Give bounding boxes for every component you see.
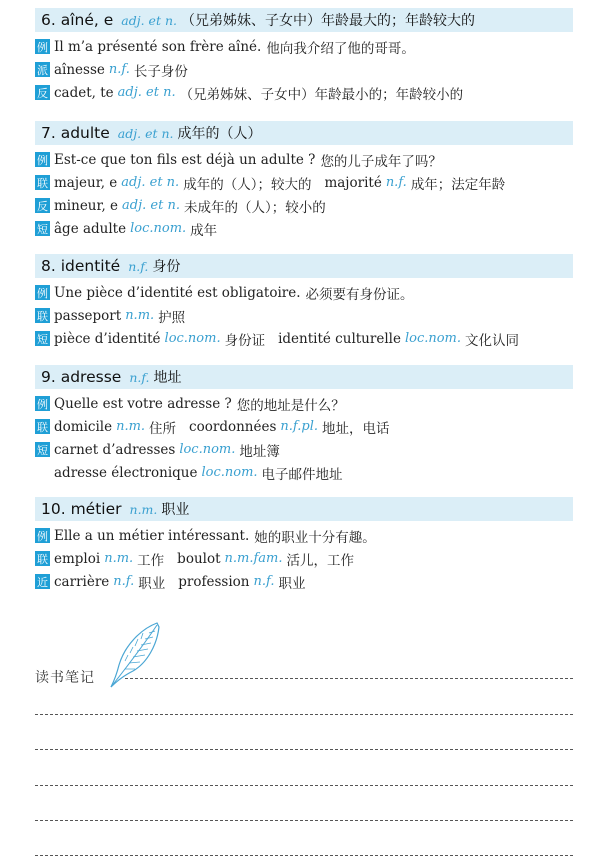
french-term: profession (178, 573, 250, 590)
category-tag: 反 (37, 86, 48, 100)
term-part-of-speech: n.m. (116, 419, 146, 434)
french-term: coordonnées (189, 418, 277, 435)
headword: 8. identité (41, 257, 121, 275)
chinese-translation: 文化认同 (465, 332, 520, 349)
chinese-translation: 活儿，工作 (286, 552, 355, 569)
chinese-translation: 电子邮件地址 (261, 466, 343, 483)
term-part-of-speech: n.m. (104, 551, 134, 566)
french-term: passeport (54, 307, 122, 324)
entry-header (35, 121, 573, 145)
french-term: Est-ce que ton fils est déjà un adulte ? (54, 151, 316, 168)
entry-line (35, 570, 573, 593)
term-segment (54, 196, 326, 216)
chinese-translation: 工作 (137, 552, 165, 569)
term-segment (54, 526, 376, 546)
french-term: cadet, te (54, 84, 114, 101)
term-segment (54, 306, 185, 326)
chinese-translation: 他向我介绍了他的哥哥。 (266, 40, 415, 57)
french-term: pièce d’identité (54, 330, 161, 347)
definition: 地址 (153, 370, 182, 386)
term-segment (54, 463, 343, 483)
feather-quill-icon (105, 619, 165, 691)
entry-header (35, 497, 573, 521)
entry-line (35, 392, 573, 415)
definition: （兄弟姊妹、子女中）年龄最大的；年龄较大的 (180, 13, 475, 29)
french-term: majeur, e (54, 174, 118, 191)
chinese-translation: 职业 (138, 575, 166, 592)
note-line (35, 820, 573, 821)
term-segment (54, 150, 442, 170)
category-tag: 短 (37, 222, 48, 236)
term-part-of-speech: adj. et n. (121, 175, 180, 190)
term-part-of-speech: loc.nom. (179, 442, 236, 457)
french-term: mineur, e (54, 197, 119, 214)
french-term: majorité (324, 174, 382, 191)
note-line (35, 855, 573, 856)
part-of-speech: adj. et n. (117, 125, 174, 141)
chinese-translation: 成年；法定年龄 (410, 176, 506, 193)
term-segment (54, 83, 463, 103)
term-part-of-speech: n.f. (253, 574, 275, 589)
french-term: Quelle est votre adresse ? (54, 395, 232, 412)
category-tag: 例 (37, 40, 48, 54)
definition: 成年的（人） (177, 126, 262, 142)
headword: 7. adulte (41, 124, 110, 142)
chinese-translation: 职业 (278, 575, 306, 592)
french-term: Une pièce d’identité est obligatoire. (54, 284, 301, 301)
note-line (35, 785, 573, 786)
chinese-translation: 成年的（人）；较大的 (183, 176, 312, 193)
entry-line (35, 547, 573, 570)
entry-line (35, 217, 573, 240)
vocab-entry (35, 497, 573, 593)
term-segment (178, 572, 305, 592)
headword: 9. adresse (41, 368, 122, 386)
chinese-translation: 地址簿 (239, 443, 280, 460)
term-segment (177, 549, 354, 569)
chinese-translation: 您的儿子成年了吗？ (320, 153, 442, 170)
french-term: domicile (54, 418, 113, 435)
chinese-translation: 长子身份 (133, 63, 188, 80)
category-tag: 短 (37, 443, 48, 457)
note-line (35, 749, 573, 750)
chinese-translation: （兄弟姊妹、子女中）年龄最小的；年龄较小的 (179, 86, 464, 103)
term-segment (54, 329, 265, 349)
term-part-of-speech: adj. et n. (122, 198, 180, 213)
french-term: Elle a un métier intéressant. (54, 527, 250, 544)
definition: 身份 (152, 259, 181, 275)
definition: 职业 (161, 502, 190, 518)
category-tag: 例 (37, 397, 48, 411)
term-segment (54, 572, 165, 592)
entry-line (35, 194, 573, 217)
term-part-of-speech: loc.nom. (201, 465, 258, 480)
term-segment (54, 440, 280, 460)
entry-line (35, 524, 573, 547)
french-term: emploi (54, 550, 101, 567)
entry-line (35, 58, 573, 81)
term-part-of-speech: loc.nom. (130, 221, 187, 236)
entry-line (35, 461, 573, 484)
term-part-of-speech: n.f. (385, 175, 407, 190)
chinese-translation: 您的地址是什么？ (236, 397, 345, 414)
entry-line (35, 281, 573, 304)
category-tag: 联 (37, 176, 48, 190)
reading-notes-area (35, 615, 573, 865)
category-tag: 近 (37, 575, 48, 589)
category-tag: 反 (37, 199, 48, 213)
vocab-entry (35, 365, 573, 484)
term-part-of-speech: loc.nom. (164, 331, 221, 346)
term-segment (324, 173, 505, 193)
french-term: boulot (177, 550, 221, 567)
chinese-translation: 住所 (149, 420, 177, 437)
term-segment (54, 60, 188, 80)
entry-line (35, 438, 573, 461)
vocab-entry (35, 8, 573, 104)
chinese-translation: 必须要有身份证。 (305, 286, 414, 303)
term-segment (54, 417, 176, 437)
term-segment (54, 219, 217, 239)
category-tag: 联 (37, 309, 48, 323)
term-part-of-speech: n.f.pl. (280, 419, 318, 434)
term-part-of-speech: adj. et n. (117, 85, 176, 100)
headword: 10. métier (41, 500, 122, 518)
term-segment (54, 173, 311, 193)
entry-line (35, 304, 573, 327)
category-tag: 联 (37, 420, 48, 434)
term-segment (54, 394, 345, 414)
term-segment (54, 549, 164, 569)
part-of-speech: n.m. (129, 501, 158, 517)
french-term: carrière (54, 573, 110, 590)
term-segment (278, 329, 519, 349)
category-tag: 例 (37, 286, 48, 300)
headword: 6. aîné, e (41, 11, 114, 29)
term-part-of-speech: n.f. (113, 574, 135, 589)
note-line (35, 714, 573, 715)
part-of-speech: n.f. (128, 258, 149, 274)
entry-line (35, 35, 573, 58)
entry-line (35, 415, 573, 438)
part-of-speech: n.f. (129, 369, 150, 385)
vocab-entry (35, 121, 573, 240)
term-part-of-speech: loc.nom. (404, 331, 462, 346)
french-term: aînesse (54, 61, 105, 78)
chinese-translation: 地址，电话 (322, 420, 390, 437)
term-segment (189, 417, 389, 437)
french-term: identité culturelle (278, 330, 401, 347)
chinese-translation: 成年 (190, 222, 218, 239)
note-line (125, 678, 573, 679)
chinese-translation: 身份证 (224, 332, 266, 349)
category-tag: 例 (37, 153, 48, 167)
french-term: âge adulte (54, 220, 127, 237)
entry-line (35, 171, 573, 194)
chinese-translation: 未成年的（人）；较小的 (183, 199, 326, 216)
chinese-translation: 护照 (158, 309, 186, 326)
term-segment (54, 283, 414, 303)
french-term: carnet d’adresses (54, 441, 176, 458)
category-tag: 短 (37, 332, 48, 346)
entry-line (35, 327, 573, 350)
term-part-of-speech: n.m.fam. (224, 551, 283, 566)
term-part-of-speech: n.f. (108, 62, 130, 77)
category-tag: 联 (37, 552, 48, 566)
entry-line (35, 81, 573, 104)
french-term: adresse électronique (54, 464, 198, 481)
entry-line (35, 148, 573, 171)
category-tag: 派 (37, 63, 48, 77)
entry-header (35, 254, 573, 278)
term-segment (54, 37, 415, 57)
part-of-speech: adj. et n. (121, 12, 177, 28)
term-part-of-speech: n.m. (125, 308, 155, 323)
chinese-translation: 她的职业十分有趣。 (254, 529, 376, 546)
entry-header (35, 365, 573, 389)
entry-header (35, 8, 573, 32)
vocab-entry (35, 254, 573, 350)
category-tag: 例 (37, 529, 48, 543)
french-term: Il m’a présenté son frère aîné. (54, 38, 262, 55)
notes-label: 读书笔记 (35, 670, 95, 686)
